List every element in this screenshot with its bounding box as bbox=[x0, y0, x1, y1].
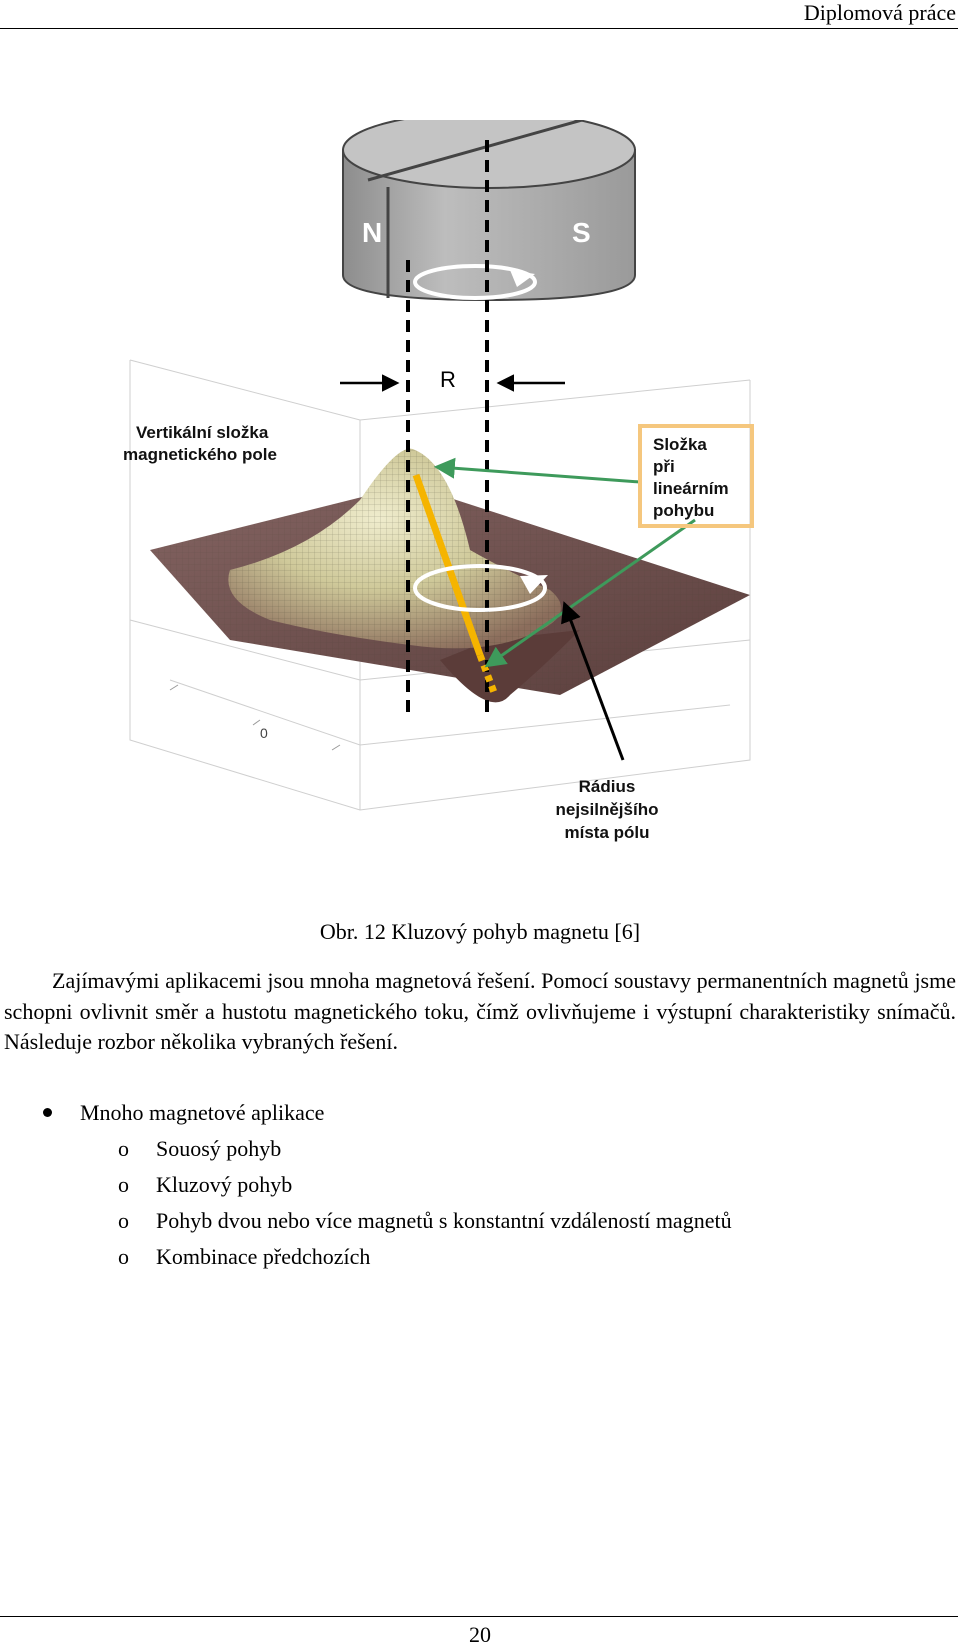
label-linear-line3: lineárním bbox=[653, 479, 729, 498]
header-title: Diplomová práce bbox=[803, 0, 956, 25]
body-paragraph: Zajímavými aplikacemi jsou mnoha magnetová řešení. Pomocí soustavy permanentních magnetů jsme schopni ovlivnit směr a hustotu magnetického toku, čímž ovlivňujeme i výstupní charakteristiky snímačů. Následuje rozbor několika vybraných řešení. bbox=[4, 968, 956, 1054]
axis-tick-zero: 0 bbox=[260, 725, 268, 741]
label-linear-line2: při bbox=[653, 457, 675, 476]
page-header bbox=[0, 0, 958, 29]
sub-list-marker: o bbox=[118, 1172, 129, 1197]
label-radius-line2: nejsilnějšího bbox=[555, 800, 659, 819]
sub-list-text: Souosý pohyb bbox=[156, 1136, 282, 1161]
figure-magnet-field bbox=[110, 120, 830, 900]
axis-ticks bbox=[170, 685, 340, 750]
page-number: 20 bbox=[469, 1622, 491, 1647]
sub-list-text: Pohyb dvou nebo více magnetů s konstantní vzdáleností magnetů bbox=[156, 1208, 732, 1233]
sub-list-item bbox=[0, 1132, 960, 1166]
label-linear-line4: pohybu bbox=[653, 501, 715, 520]
sub-list-marker: o bbox=[118, 1136, 129, 1161]
bullet-dot-icon bbox=[43, 1108, 52, 1117]
pole-north-label: N bbox=[362, 217, 383, 248]
label-vertical-line2: magnetického pole bbox=[123, 445, 277, 464]
figure-caption: Obr. 12 Kluzový pohyb magnetu [6] bbox=[319, 919, 641, 944]
radius-symbol: R bbox=[440, 367, 456, 392]
sub-list-item bbox=[0, 1240, 960, 1274]
label-linear-line1: Složka bbox=[653, 435, 707, 454]
page-footer-rule bbox=[0, 1616, 958, 1617]
sub-list-item bbox=[0, 1204, 960, 1238]
bullet-text: Mnoho magnetové aplikace bbox=[80, 1100, 325, 1125]
sub-list-item bbox=[0, 1168, 960, 1202]
sub-list-marker: o bbox=[118, 1208, 129, 1233]
pole-south-label: S bbox=[572, 217, 591, 248]
radius-dimension bbox=[340, 367, 565, 392]
green-arrow-top bbox=[438, 467, 640, 482]
label-radius-line1: Rádius bbox=[578, 777, 636, 796]
sub-list-text: Kluzový pohyb bbox=[156, 1172, 293, 1197]
label-radius-line3: místa pólu bbox=[564, 823, 650, 842]
bullet-item bbox=[0, 1098, 960, 1128]
label-vertical-line1: Vertikální složka bbox=[136, 423, 269, 442]
sub-list-marker: o bbox=[118, 1244, 129, 1269]
sub-list-text: Kombinace předchozích bbox=[156, 1244, 371, 1269]
